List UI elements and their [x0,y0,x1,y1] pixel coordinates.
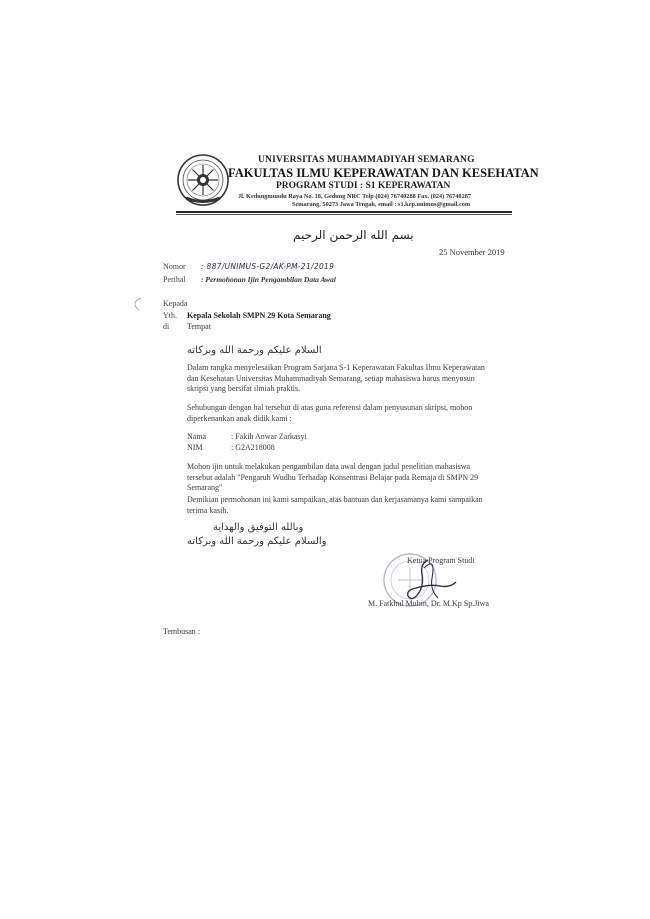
letter-date: 25 November 2019 [439,247,505,257]
university-logo-icon [176,153,230,207]
paragraph-2-line-2: diperkenankan anak didik kami : [187,413,292,423]
paragraph-3-line-1: Mohon ijin untuk melakukan pengambilan data awal dengan judul penelitian mahasiswa [187,462,471,471]
paragraph-4-line-2: terima kasih. [187,505,229,515]
nomor-label: Nomor [163,262,186,271]
nomor-value: : 887/UNIMUS-G2/AK-PM-21/2019 [201,262,335,271]
letterhead-divider [176,211,512,213]
pen-mark-icon [133,297,142,311]
paragraph-3-line-3: Semarang" [187,483,223,492]
signatory-name: M. Fatkhul Mubin, Dr. M.Kp Sp.Jiwa [368,599,489,608]
paragraph-1-line-2: dan Kesehatan Universitas Muhammadiyah Semarang, setiap mahasiswa harus menyusun [187,373,475,383]
letterhead-divider-thin [176,214,512,215]
faculty-name: FAKULTAS ILMU KEPERAWATAN DAN KESEHATAN [228,166,539,180]
student-name-value: : Fakih Anwar Zarkasyi [231,432,307,441]
paragraph-3-line-2: tersebut adalah "Pengaruh Wudhu Terhadap Konsentrasi Belajar pada Remaja di SMPN 29 [187,472,479,482]
closing-arabic-1: وبالله التوفيق والهداية [213,522,304,533]
recipient-name: Kepala Sekolah SMPN 29 Kota Semarang [187,311,331,320]
tembusan-label: Tembusan : [163,627,200,636]
student-nim-label: NIM [187,443,203,452]
paragraph-1-line-1: Dalam rangka menyelesaikan Program Sarjana S-1 Keperawatan Fakultas Ilmu Keperawatan [187,363,485,372]
recipient-place: Tempat [187,322,211,331]
perihal-label: Perihal [163,275,186,284]
signatory-title: Ketua Program Studi [407,556,475,565]
yth-label: Yth. [163,311,177,320]
address-line-2: Semarang, 50273 Jawa Tengah, email : s1.kep.unimus@gmail.com [292,201,471,208]
student-name-label: Nama [187,432,207,441]
basmalah: بسم الله الرحمن الرحيم [293,228,414,242]
paragraph-1-line-3: skripsi yang bersifat ilmiah praktis. [187,384,301,393]
student-nim-value: : G2A218008 [231,443,275,452]
perihal-value: : Permohonan Ijin Pengambilan Data Awal [201,275,336,284]
university-name: UNIVERSITAS MUHAMMADIYAH SEMARANG [258,155,475,165]
closing-arabic-2: والسلام عليكم ورحمة الله وبركاته [187,536,327,547]
salam-opening: السلام عليكم ورحمة الله وبركاته [187,345,322,356]
paragraph-4-line-1: Demikian permohonan ini kami sampaikan, atas bantuan dan kerjasamanya kami sampaikan [187,495,483,504]
program-name: PROGRAM STUDI : S1 KEPERAWATAN [276,181,451,191]
paragraph-2-line-1: Sehubungan dengan hal tersebut di atas guna referensi dalam penyusunan skripsi, mohon [187,403,473,412]
di-label: di [163,322,170,331]
address-line-1: Jl. Kedungmundu Raya No. 18, Gedung NRC Telp (024) 76740288 Fax. (024) 76740287 [238,193,472,200]
kepada-label: Kepada [163,299,188,308]
